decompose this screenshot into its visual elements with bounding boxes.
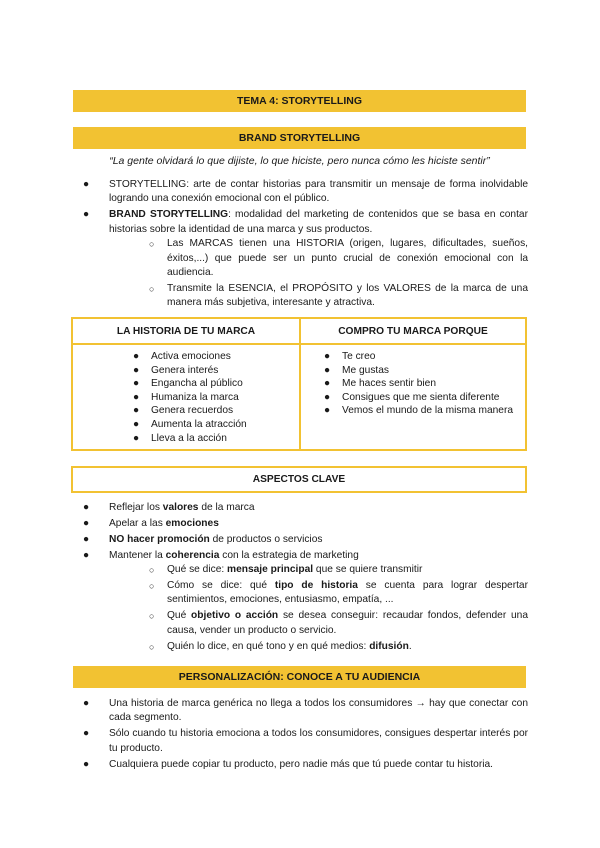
list-item: ● Una historia de marca genérica no llega a todos los consumidores → hay que conectar con cada segmento. bbox=[83, 698, 528, 724]
table-header-left: LA HISTORIA DE TU MARCA bbox=[116, 325, 256, 337]
bullet-icon: ● bbox=[83, 179, 90, 190]
sublist-item: ○ Las MARCAS tienen una HISTORIA (origen, lugares, dificultades, sueños, éxitos,...) que puede ser un punto crucial de conexión emocional con la audiencia. bbox=[149, 238, 528, 278]
sublist-item: ○ Transmite la ESENCIA, el PROPÓSITO y los VALORES de la marca de una manera más subjetiva, interesante y atractiva. bbox=[149, 282, 528, 309]
bullet-icon: ● bbox=[83, 502, 90, 513]
storytelling-list bbox=[83, 178, 528, 312]
bullet-icon: ● bbox=[83, 698, 90, 709]
aspects-list bbox=[83, 501, 528, 656]
sub-bullet-icon: ○ bbox=[149, 611, 155, 622]
brand-story-table bbox=[71, 317, 527, 451]
section-heading-brand-storytelling: BRAND STORYTELLING bbox=[73, 127, 526, 149]
bullet-icon: ● bbox=[133, 432, 140, 444]
list-item: ● Mantener la coherencia con la estrategia de marketing ○ Qué se dice: mensaje principal que se quiere transmitir ○ Cómo se dice: qué tipo de historia se cuenta para lograr despertar sentimientos, emociones, entusiasmo, empatía, ... ○ Qué objetivo o acción se desea conseguir: recaudar fondos, defender una causa, vender un producto o servicio. ○ Quién lo dice, en qué tono y en qué medios: difusión. bbox=[83, 549, 528, 654]
list-item: ● NO hacer promoción de productos o servicios bbox=[83, 533, 528, 547]
sublist bbox=[109, 237, 528, 311]
sub-bullet-icon: ○ bbox=[149, 565, 155, 576]
table-list-item: ● Genera interés bbox=[133, 364, 219, 376]
sublist-item: ○ Cómo se dice: qué tipo de historia se cuenta para lograr despertar sentimientos, emociones, entusiasmo, empatía, ... bbox=[149, 580, 528, 606]
section-heading-aspectos-clave: ASPECTOS CLAVE bbox=[71, 466, 527, 493]
bullet-icon: ● bbox=[83, 209, 90, 221]
bullet-icon: ● bbox=[133, 364, 140, 376]
table-list-item: ● Humaniza la marca bbox=[133, 391, 239, 403]
bullet-icon: ● bbox=[83, 728, 90, 740]
bullet-icon: ● bbox=[324, 351, 331, 362]
sublist-item: ○ Qué objetivo o acción se desea conseguir: recaudar fondos, defender una causa, vender un producto o servicio. bbox=[149, 610, 528, 636]
page-title: TEMA 4: STORYTELLING bbox=[73, 90, 526, 112]
bullet-icon: ● bbox=[83, 758, 90, 770]
section-heading-personalizacion: PERSONALIZACIÓN: CONOCE A TU AUDIENCIA bbox=[73, 666, 526, 688]
bullet-icon: ● bbox=[83, 517, 90, 529]
table-list-item: ● Te creo bbox=[324, 351, 376, 362]
table-list-item: ● Consigues que me sienta diferente bbox=[324, 391, 500, 403]
table-list-item: ● Genera recuerdos bbox=[133, 405, 234, 417]
bullet-icon: ● bbox=[324, 364, 331, 376]
bullet-icon: ● bbox=[324, 405, 331, 417]
list-item: ● STORYTELLING: arte de contar historias para transmitir un mensaje de forma inolvidable logrando una conexión emocional con el público. bbox=[83, 179, 528, 205]
personalization-list bbox=[83, 697, 528, 774]
table-list-item: ● Lleva a la acción bbox=[133, 432, 227, 444]
list-item: ● BRAND STORYTELLING: modalidad del marketing de contenidos que se basa en contar historias sobre la identidad de una marca y sus productos. ○ Las MARCAS tienen una HISTORIA (origen, lugares, dificultades, sueños, éxitos,...) que puede ser un punto crucial de conexión emocional con la audiencia. ○ Transmite la ESENCIA, el PROPÓSITO y los VALORES de la marca de una manera más subjetiva, interesante y atractiva. bbox=[83, 208, 528, 310]
bullet-icon: ● bbox=[133, 378, 140, 390]
sub-bullet-icon: ○ bbox=[149, 283, 155, 294]
table-list-left bbox=[133, 350, 247, 445]
list-item: ● Reflejar los valores de la marca bbox=[83, 501, 528, 515]
table-list-item: ● Activa emociones bbox=[133, 351, 231, 362]
list-item: ● Sólo cuando tu historia emociona a todos los consumidores, consigues despertar interés por tu producto. bbox=[83, 728, 528, 754]
table-header-right: COMPRO TU MARCA PORQUE bbox=[338, 325, 488, 337]
bullet-icon: ● bbox=[324, 391, 331, 403]
sub-bullet-icon: ○ bbox=[149, 641, 155, 652]
bullet-icon: ● bbox=[83, 533, 90, 545]
table-list-item: ● Me gustas bbox=[324, 364, 389, 376]
table-divider bbox=[73, 343, 525, 345]
bullet-icon: ● bbox=[133, 351, 140, 362]
list-item: ● Apelar a las emociones bbox=[83, 517, 528, 531]
table-list-right bbox=[324, 350, 513, 418]
sublist bbox=[109, 563, 528, 654]
sub-bullet-icon: ○ bbox=[149, 581, 155, 592]
table-list-item: ● Engancha al público bbox=[133, 378, 243, 390]
table-list-item: ● Aumenta la atracción bbox=[133, 418, 247, 430]
quote: “La gente olvidará lo que dijiste, lo que hiciste, pero nunca cómo les hiciste sentir” bbox=[109, 155, 490, 167]
bullet-icon: ● bbox=[324, 378, 331, 390]
bullet-icon: ● bbox=[133, 418, 140, 430]
sublist-item: ○ Quién lo dice, en qué tono y en qué medios: difusión. bbox=[129, 640, 528, 654]
table-list-item: ● Me haces sentir bien bbox=[324, 378, 437, 390]
list-item: ● Cualquiera puede copiar tu producto, pero nadie más que tú puede contar tu historia. bbox=[83, 758, 528, 772]
table-list-item: ● Vemos el mundo de la misma manera bbox=[324, 405, 514, 417]
sub-bullet-icon: ○ bbox=[149, 239, 155, 250]
bullet-icon: ● bbox=[83, 549, 90, 561]
bullet-icon: ● bbox=[133, 405, 140, 417]
bullet-icon: ● bbox=[133, 391, 140, 403]
sublist-item: ○ Qué se dice: mensaje principal que se quiere transmitir bbox=[129, 563, 528, 577]
